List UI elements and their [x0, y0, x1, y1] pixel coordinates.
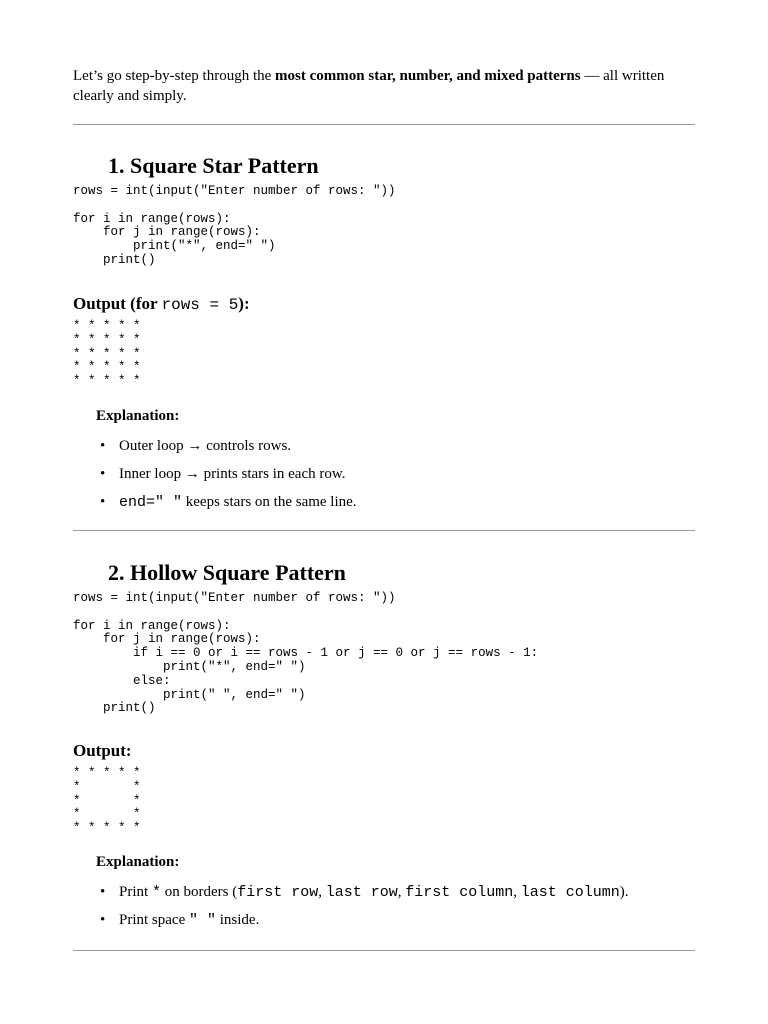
list-item: • Outer loop → controls rows.	[73, 436, 695, 464]
divider	[73, 530, 695, 531]
section-2-explanation-list	[73, 882, 695, 938]
section-1-title: 1. Square Star Pattern	[108, 153, 319, 178]
list-item: • end=" " keeps stars on the same line.	[73, 492, 695, 520]
section-1-explanation-title: Explanation:	[96, 408, 180, 424]
section-2-explanation-title: Explanation:	[96, 854, 180, 870]
list-item: • Print * on borders (first row, last row, first column, last column).	[73, 882, 695, 910]
list-item: • Inner loop → prints stars in each row.	[73, 464, 695, 492]
section-2-title: 2. Hollow Square Pattern	[108, 560, 346, 585]
list-item: • Print space " " inside.	[73, 910, 695, 938]
section-2-output-block: * * * * * * * * * * * * * * * *	[73, 766, 141, 836]
divider	[73, 124, 695, 125]
section-1-output-block: * * * * * * * * * * * * * * * * * * * * * * * * *	[73, 319, 141, 389]
section-1-output-heading: Output (for rows = 5):	[73, 294, 250, 314]
section-2-code-block: rows = int(input("Enter number of rows: ")) for i in range(rows): for j in range(rows): if i == 0 or i == rows - 1 or j == 0 or j == rows - 1: print("*", end=" ") else: print(" ", end=" ") print()	[73, 591, 539, 716]
intro-bold-text: most common star, number, and mixed patterns	[275, 68, 581, 84]
intro-paragraph: Let’s go step-by-step through the most common star, number, and mixed patterns — all written clearly and simply.	[73, 68, 665, 104]
section-1-code-block: rows = int(input("Enter number of rows: ")) for i in range(rows): for j in range(rows): print("*", end=" ") print()	[73, 184, 396, 267]
section-1-explanation-list	[73, 436, 695, 520]
section-2-output-heading: Output:	[73, 741, 132, 760]
divider	[73, 950, 695, 951]
